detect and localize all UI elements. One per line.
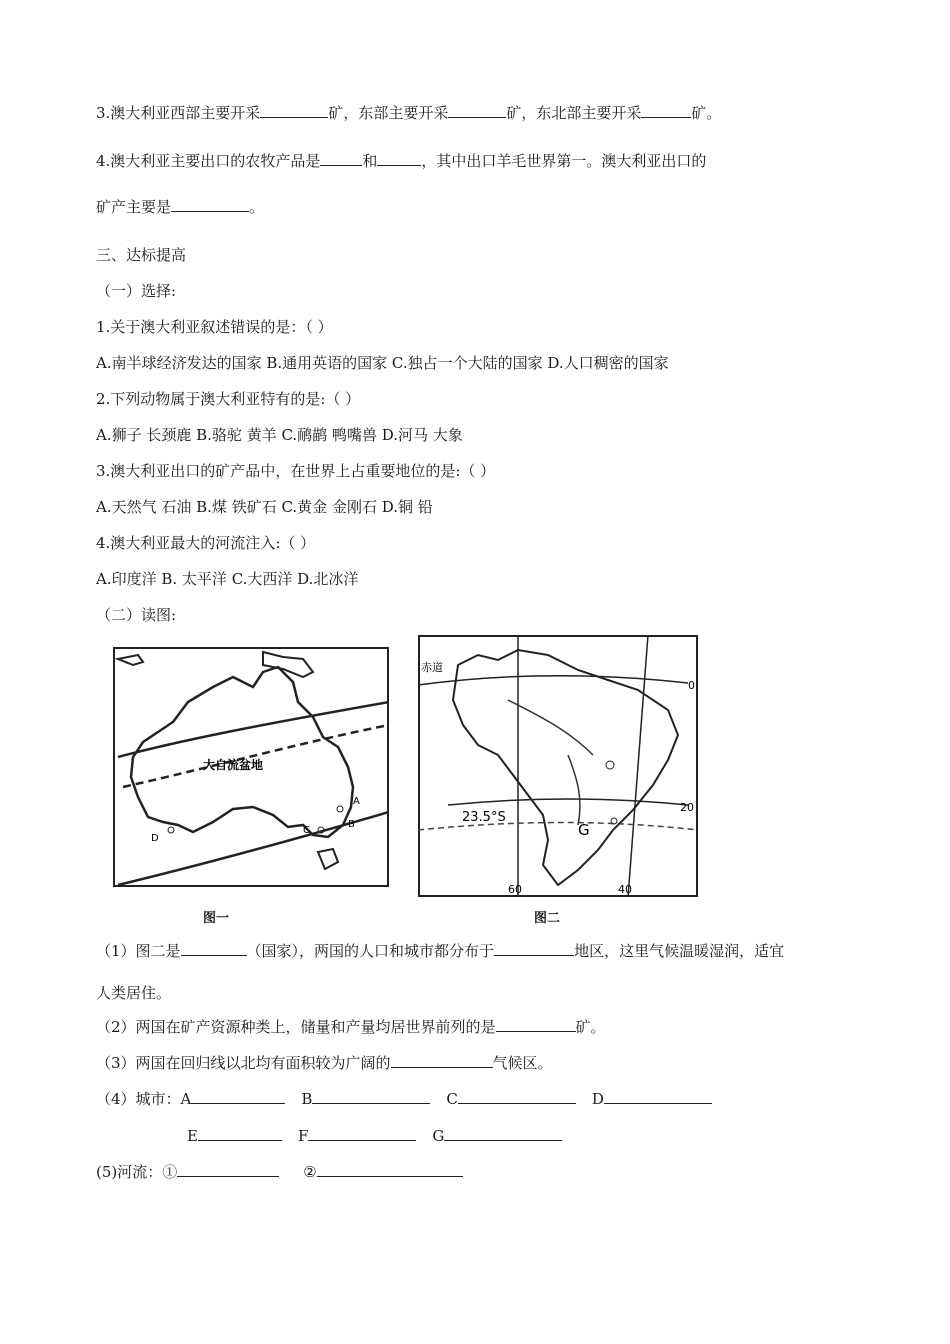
blank[interactable] — [496, 1017, 576, 1032]
read-question-2: （2）两国在矿产资源种类上，储量和产量均居世界前列的是 矿。 — [96, 1018, 606, 1036]
blank[interactable] — [448, 103, 506, 118]
blank[interactable] — [260, 103, 328, 118]
question-4-cont: 矿产主要是 。 — [96, 198, 265, 216]
lat-0-label: 0 — [688, 679, 695, 692]
city-label-g: G — [578, 821, 590, 839]
choice-1: 1.关于澳大利亚叙述错误的是：（ ） — [96, 318, 333, 336]
blank[interactable] — [181, 941, 247, 956]
read-question-1-cont: 人类居住。 — [96, 984, 172, 1002]
read-question-4-cont: E F G — [187, 1126, 562, 1146]
question-3: 3.澳大利亚西部主要开采 矿，东部主要开采 矿，东北部主要开采 矿。 — [96, 104, 722, 122]
blank[interactable] — [308, 1126, 416, 1141]
blank[interactable] — [391, 1053, 493, 1068]
blank[interactable] — [494, 941, 574, 956]
blank[interactable] — [458, 1089, 576, 1104]
blank[interactable] — [377, 151, 421, 166]
city-label-d: D — [151, 833, 159, 844]
blank[interactable] — [317, 1162, 463, 1177]
read-question-1: （1）图二是 （国家），两国的人口和城市都分布于 地区，这里气候温暖湿润，适宜 — [96, 942, 785, 960]
blank[interactable] — [444, 1126, 562, 1141]
choice-4-options: A.印度洋 B. 太平洋 C.大西洋 D.北冰洋 — [96, 570, 359, 588]
figure-brazil-map — [418, 635, 698, 897]
choice-1-options: A.南半球经济发达的国家 B.通用英语的国家 C.独占一个大陆的国家 D.人口稠密的国家 — [96, 354, 669, 372]
choice-2: 2.下列动物属于澳大利亚特有的是:（ ） — [96, 390, 361, 408]
figure-australia-map — [113, 647, 389, 887]
question-4: 4.澳大利亚主要出口的农牧产品是 和 ，其中出口羊毛世界第一。澳大利亚出口的 — [96, 152, 707, 170]
blank[interactable] — [604, 1089, 712, 1104]
blank[interactable] — [320, 151, 362, 166]
subsection-read-map: （二）读图: — [96, 606, 177, 624]
read-question-3: （3）两国在回归线以北均有面积较为广阔的 气候区。 — [96, 1054, 553, 1072]
equator-label: 赤道 — [421, 661, 443, 674]
lon-40-label: 40 — [618, 883, 632, 896]
basin-label: 大自流盆地 — [203, 758, 264, 772]
blank[interactable] — [312, 1089, 430, 1104]
lat-20-label: 20 — [680, 801, 694, 814]
city-label-a: A — [353, 796, 360, 807]
lon-60-label: 60 — [508, 883, 522, 896]
blank[interactable] — [198, 1126, 282, 1141]
choice-3-options: A.天然气 石油 B.煤 铁矿石 C.黄金 金刚石 D.铜 铅 — [96, 498, 433, 516]
blank[interactable] — [177, 1162, 279, 1177]
choice-3: 3.澳大利亚出口的矿产品中，在世界上占重要地位的是:（ ） — [96, 462, 496, 480]
choice-4: 4.澳大利亚最大的河流注入:（ ） — [96, 534, 316, 552]
read-question-4: （4）城市：A B C D — [96, 1089, 712, 1109]
blank[interactable] — [171, 197, 249, 212]
blank[interactable] — [191, 1089, 285, 1104]
figure-1-caption: 图一 — [203, 911, 230, 926]
subsection-choice: （一）选择: — [96, 282, 177, 300]
read-question-5: (5)河流：① ② — [96, 1162, 463, 1182]
section-heading: 三、达标提高 — [96, 246, 187, 264]
choice-2-options: A.狮子 长颈鹿 B.骆驼 黄羊 C.鸸鹋 鸭嘴兽 D.河马 大象 — [96, 426, 463, 444]
city-label-c: C — [303, 825, 310, 836]
blank[interactable] — [641, 103, 691, 118]
tropic-label: 23.5°S — [462, 810, 506, 825]
figure-2-caption: 图二 — [534, 911, 561, 926]
city-label-b: B — [348, 819, 355, 830]
